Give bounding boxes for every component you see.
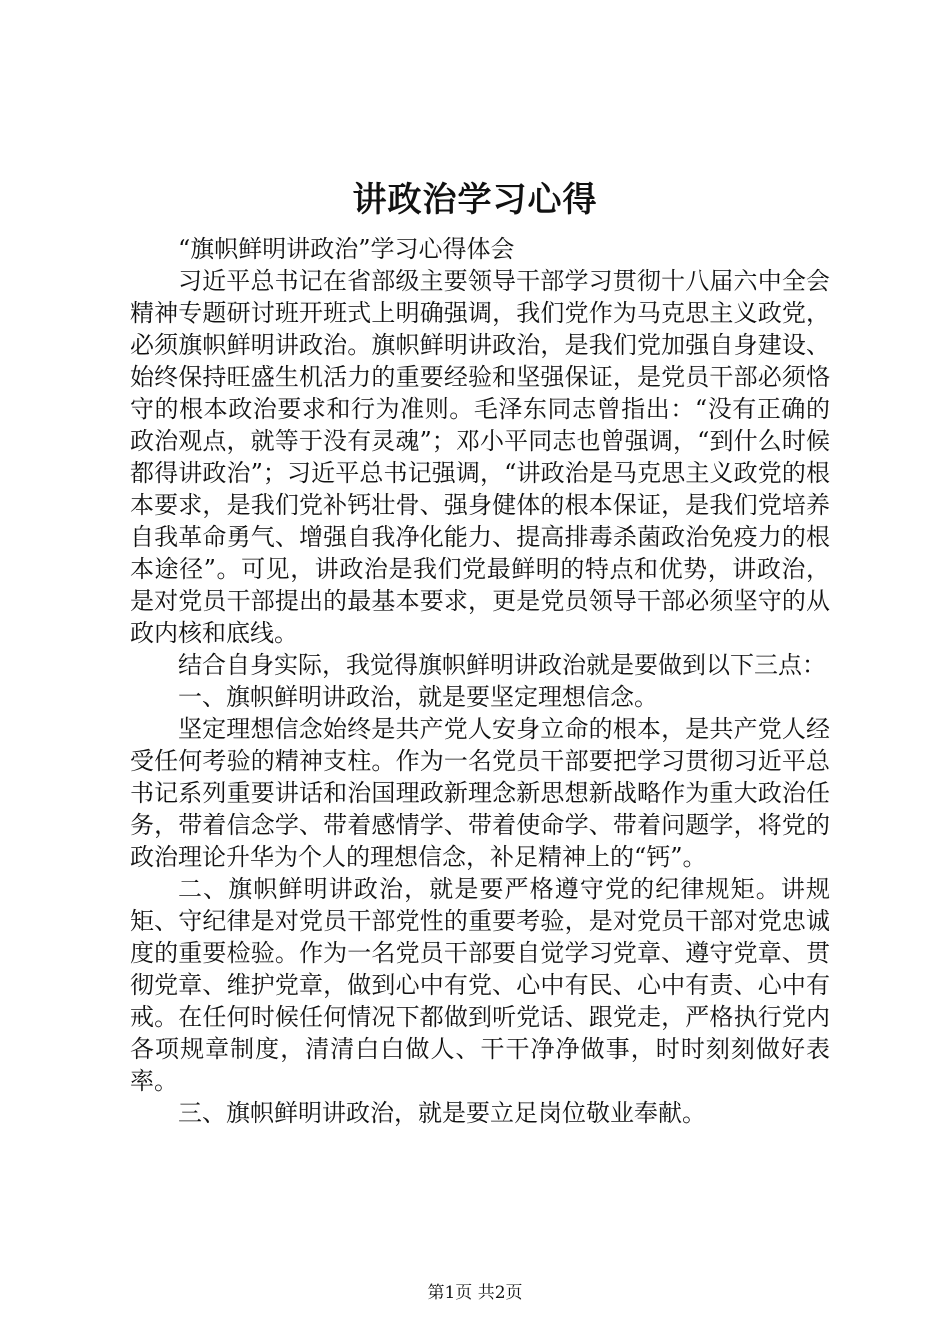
body-paragraph-summary: 结合自身实际，我觉得旗帜鲜明讲政治就是要做到以下三点： [178,651,826,679]
page-number-footer: 第1页 共2页 [427,1283,523,1303]
body-paragraph-section-1: 坚定理想信念始终是共产党人安身立命的根本，是共产党人经受任何考验的精神支柱。作为一名党员干部要把学习贯彻习近平总书记系列重要讲话和治国理政新理念新思想新战略作为重大政治任务，带着信念学、带着感情学、带着使命学、带着问题学，将党的政治理论升华为个人的理想信念，补足精神上的“钙”。 [130,715,830,871]
document-body [130,233,830,1129]
document-title: 讲政治学习心得 [352,180,598,220]
body-paragraph-section-2: 二、旗帜鲜明讲政治，就是要严格遵守党的纪律规矩。讲规矩、守纪律是对党员干部党性的重要考验，是对党员干部对党忠诚度的重要检验。作为一名党员干部要自觉学习党章、遵守党章、贯彻党章、维护党章，做到心中有党、心中有民、心中有责、心中有戒。在任何时候任何情况下都做到听党话、跟党走，严格执行党内各项规章制度，清清白白做人、干干净净做事，时时刻刻做好表率。 [130,875,830,1095]
section-heading-1: 一、旗帜鲜明讲政治，就是要坚定理想信念。 [178,683,658,711]
subtitle-paragraph: “旗帜鲜明讲政治”学习心得体会 [178,235,515,263]
section-heading-3: 三、旗帜鲜明讲政治，就是要立足岗位敬业奉献。 [178,1099,706,1127]
body-paragraph-intro: 习近平总书记在省部级主要领导干部学习贯彻十八届六中全会精神专题研讨班开班式上明确强调，我们党作为马克思主义政党，必须旗帜鲜明讲政治。旗帜鲜明讲政治，是我们党加强自身建设、始终保持旺盛生机活力的重要经验和坚强保证，是党员干部必须恪守的根本政治要求和行为准则。毛泽东同志曾指出：“没有正确的政治观点，就等于没有灵魂”；邓小平同志也曾强调，“到什么时候都得讲政治”；习近平总书记强调，“讲政治是马克思主义政党的根本要求，是我们党补钙壮骨、强身健体的根本保证，是我们党培养自我革命勇气、增强自我净化能力、提高排毒杀菌政治免疫力的根本途径”。可见，讲政治是我们党最鲜明的特点和优势，讲政治，是对党员干部提出的最基本要求，更是党员领导干部必须坚守的从政内核和底线。 [130,267,830,647]
